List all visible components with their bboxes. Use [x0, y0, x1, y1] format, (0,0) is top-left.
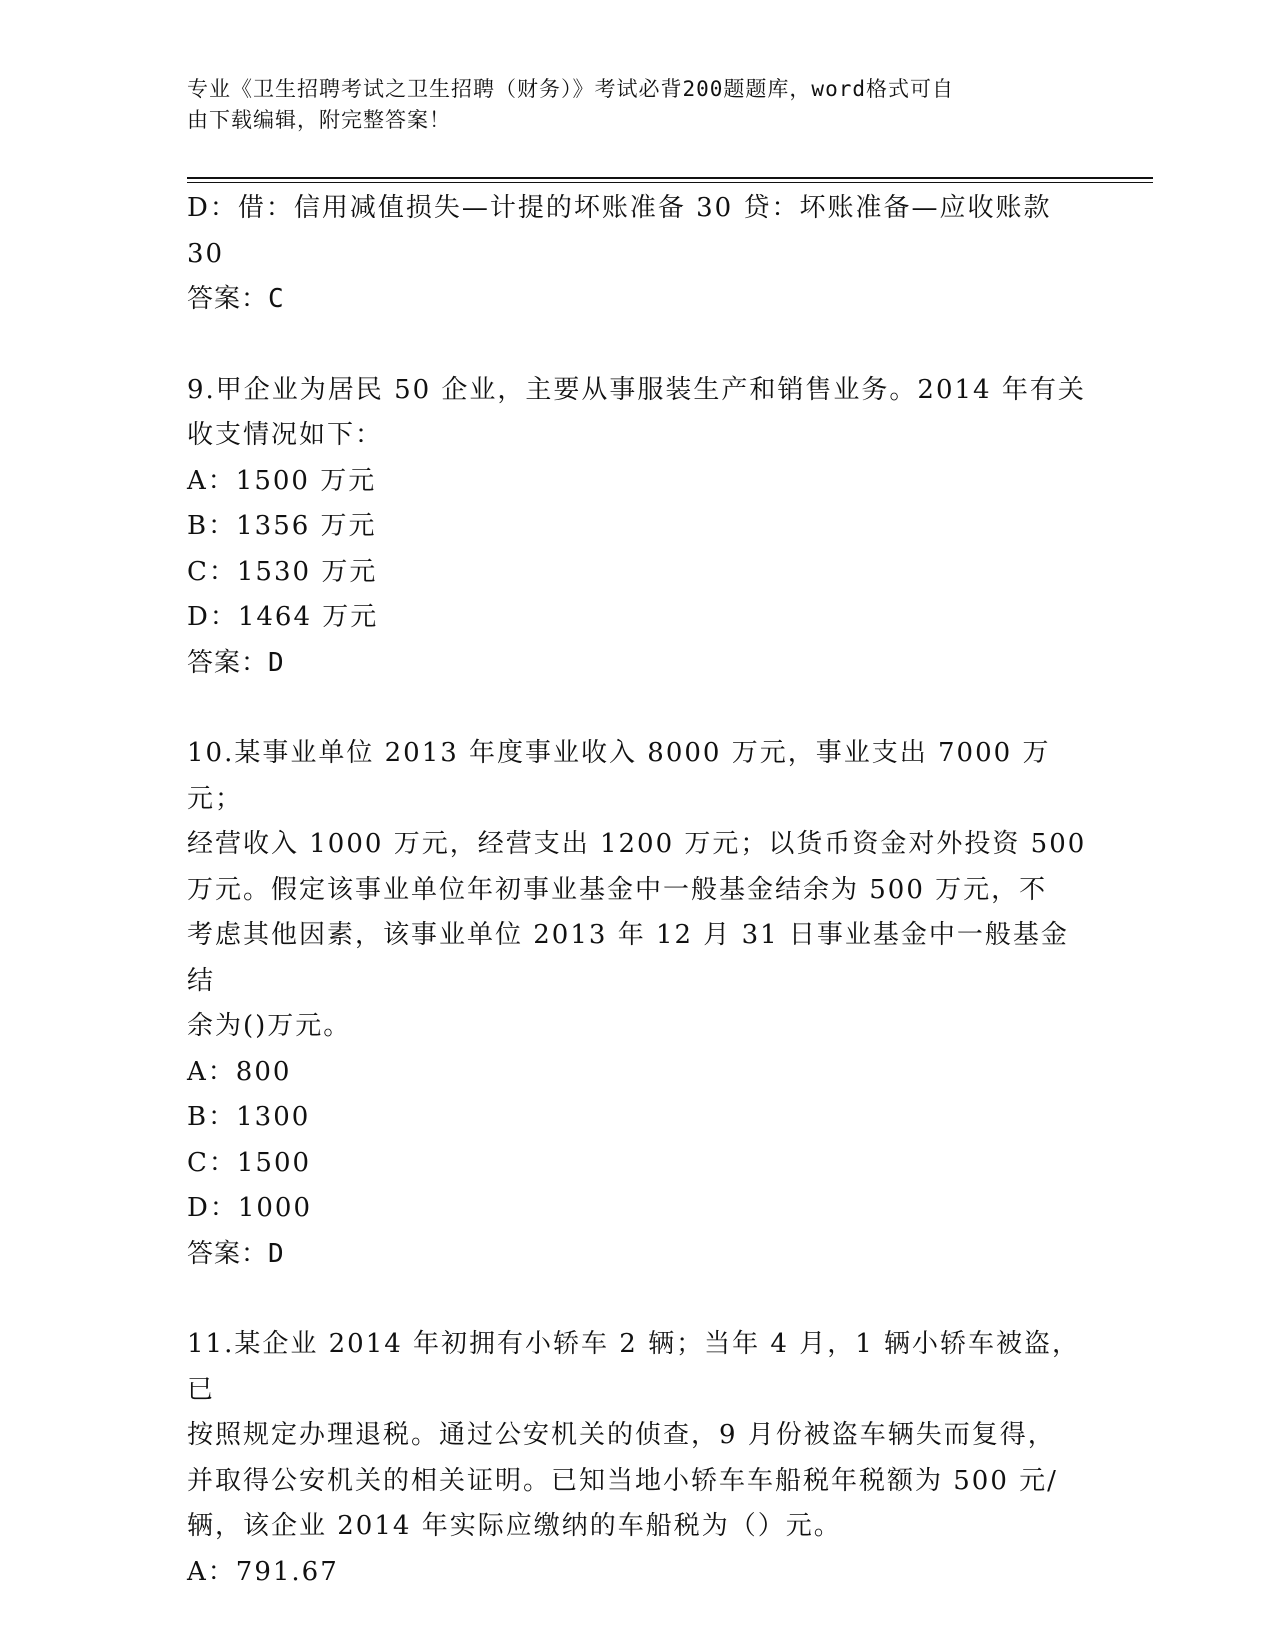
question-stem-line: 按照规定办理退税。通过公安机关的侦查，9 月份被盗车辆失而复得，: [187, 1420, 1056, 1450]
option-a: A：791.67: [187, 1556, 339, 1587]
question-9: [187, 368, 1087, 687]
question-stem-line: 辆，该企业 2014 年实际应缴纳的车船税为（）元。: [187, 1511, 842, 1541]
spacer: [187, 686, 1087, 731]
option-d: D：1464 万元: [187, 602, 379, 632]
header-divider-thick: [187, 177, 1153, 179]
question-stem-line: 经营收入 1000 万元，经营支出 1200 万元；以货币资金对外投资 500: [187, 829, 1087, 859]
answer-line: 答案：C: [187, 284, 285, 314]
question-8-tail: [187, 186, 1087, 323]
question-stem-line: 9.甲企业为居民 50 企业，主要从事服装生产和销售业务。2014 年有关: [187, 374, 1086, 405]
option-d-line-1: D：借：信用减值损失—计提的坏账准备 30 贷：坏账准备—应收账款: [187, 193, 1052, 223]
question-stem-line: 万元。假定该事业单位年初事业基金中一般基金结余为 500 万元，不: [187, 874, 1048, 905]
header-divider-thin: [187, 182, 1153, 183]
option-c: C：1530 万元: [187, 556, 378, 587]
option-b: B：1356 万元: [187, 511, 377, 541]
question-11: [187, 1322, 1087, 1595]
option-d-line-2: 30: [187, 238, 225, 269]
header-title-line-1: 专业《卫生招聘考试之卫生招聘（财务）》考试必背200题题库，word格式可自: [187, 77, 954, 101]
spacer: [187, 323, 1087, 368]
question-stem-line: 并取得公安机关的相关证明。已知当地小轿车车船税年税额为 500 元/: [187, 1465, 1058, 1496]
question-stem-line: 10.某事业单位 2013 年度事业收入 8000 万元，事业支出 7000 万元；: [187, 738, 1051, 814]
option-a: A：800: [187, 1056, 292, 1087]
question-stem-line: 余为()万元。: [187, 1011, 352, 1041]
question-stem-line: 考虑其他因素，该事业单位 2013 年 12 月 31 日事业基金中一般基金结: [187, 920, 1069, 996]
question-stem-line: 11.某企业 2014 年初拥有小轿车 2 辆；当年 4 月，1 辆小轿车被盗，已: [187, 1329, 1080, 1405]
question-10: [187, 731, 1087, 1277]
answer-line: 答案：D: [187, 647, 285, 678]
question-stem-line: 收支情况如下：: [187, 420, 384, 450]
option-b: B：1300: [187, 1102, 311, 1132]
option-a: A：1500 万元: [187, 465, 377, 496]
option-c: C：1500: [187, 1147, 312, 1178]
answer-line: 答案：D: [187, 1238, 285, 1269]
header-title-line-2: 由下载编辑，附完整答案！: [187, 108, 451, 132]
page-header: [187, 74, 1067, 136]
spacer: [187, 1277, 1087, 1322]
option-d: D：1000: [187, 1193, 313, 1223]
question-list: [187, 186, 1087, 1595]
